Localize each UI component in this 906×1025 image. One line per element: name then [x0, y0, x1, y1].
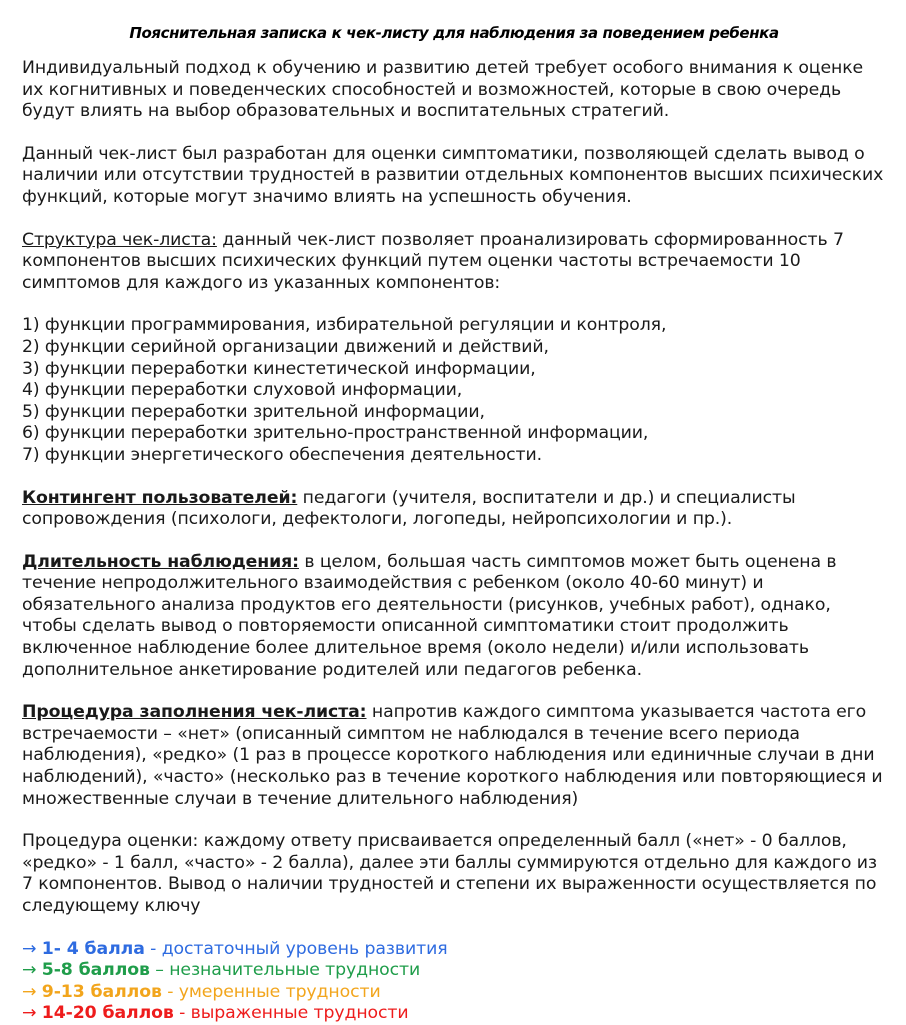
score-key — [22, 939, 886, 1025]
components-list — [22, 315, 886, 466]
arrow-right-icon: → — [22, 960, 37, 981]
score-row — [22, 982, 886, 1004]
structure-label: Структура чек-листа: — [22, 229, 217, 250]
score-row — [22, 939, 886, 961]
score-range: 14-20 баллов — [41, 1003, 174, 1024]
score-row — [22, 1003, 886, 1025]
structure-text: данный чек-лист позволяет проанализировать сформированность 7 компонентов высших психических функций путем оценки частоты встречаемости 10 симптомов для каждого из указанных компонентов: — [22, 229, 844, 293]
list-item: 2) функции серийной организации движений и действий, — [22, 336, 549, 357]
list-item: 4) функции переработки слуховой информации, — [22, 380, 463, 401]
procedure-paragraph — [22, 702, 886, 810]
procedure-text: напротив каждого симптома указывается частота его встречаемости – «нет» (описанный симптом не наблюдался в течение всего периода наблюдения), «редко» (1 раз в процессе короткого наблюдения или единичные случаи в дни наблюдений), «часто» (несколько раз в течение короткого наблюдения или повторяющиеся и множественные случаи в течение длительного наблюдения) — [22, 702, 883, 809]
users-label: Контингент пользователей: — [22, 487, 298, 508]
document-title: Пояснительная записка к чек-листу для наблюдения за поведением ребенка — [129, 24, 779, 42]
duration-label: Длительность наблюдения: — [22, 551, 299, 572]
list-item: 1) функции программирования, избирательной регуляции и контроля, — [22, 315, 667, 336]
score-description: – незначительные трудности — [149, 960, 421, 981]
evaluation-paragraph: Процедура оценки: каждому ответу присваивается определенный балл («нет» - 0 баллов, «редко» - 1 балл, «часто» - 2 балла), далее эти баллы суммируются отдельно для каждого из 7 компонентов. Вывод о наличии трудностей и степени их выраженности осуществляется по следующему ключу — [22, 831, 878, 916]
users-paragraph — [22, 488, 886, 531]
score-description: - достаточный уровень развития — [144, 938, 448, 959]
users-text: педагоги (учителя, воспитатели и др.) и специалисты сопровождения (психологи, дефектологи, логопеды, нейропсихологии и пр.). — [22, 487, 796, 530]
score-range: 5-8 баллов — [41, 960, 150, 981]
structure-paragraph — [22, 230, 886, 295]
score-row — [22, 960, 886, 982]
list-item: 3) функции переработки кинестетической информации, — [22, 358, 536, 379]
procedure-label: Процедура заполнения чек-листа: — [22, 702, 367, 723]
score-range: 9-13 баллов — [41, 981, 162, 1002]
arrow-right-icon: → — [22, 1003, 37, 1024]
intro-paragraph-2: Данный чек-лист был разработан для оценки симптоматики, позволяющей сделать вывод о наличии или отсутствии трудностей в развитии отдельных компонентов высших психических функций, которые могут значимо влиять на успешность обучения. — [22, 143, 884, 207]
arrow-right-icon: → — [22, 938, 37, 959]
score-range: 1- 4 балла — [41, 938, 145, 959]
score-description: - выраженные трудности — [173, 1003, 409, 1024]
intro-paragraph-1: Индивидуальный подход к обучению и развитию детей требует особого внимания к оценке их когнитивных и поведенческих способностей и возможностей, которые в свою очередь будут влиять на выбор образовательных и воспитательных стратегий. — [22, 58, 864, 122]
score-description: - умеренные трудности — [161, 981, 381, 1002]
list-item: 6) функции переработки зрительно-пространственной информации, — [22, 423, 649, 444]
list-item: 5) функции переработки зрительной информации, — [22, 401, 485, 422]
list-item: 7) функции энергетического обеспечения деятельности. — [22, 444, 543, 465]
arrow-right-icon: → — [22, 981, 37, 1002]
duration-text: в целом, большая часть симптомов может быть оценена в течение непродолжительного взаимодействия с ребенком (около 40-60 минут) и обязательного анализа продуктов его деятельности (рисунков, учебных работ), однако, чтобы сделать вывод о повторяемости описанной симптоматики стоит продолжить включенное наблюдение более длительное время (около недели) и/или использовать дополнительное анкетирование родителей или педагогов ребенка. — [22, 551, 837, 680]
duration-paragraph — [22, 552, 886, 682]
